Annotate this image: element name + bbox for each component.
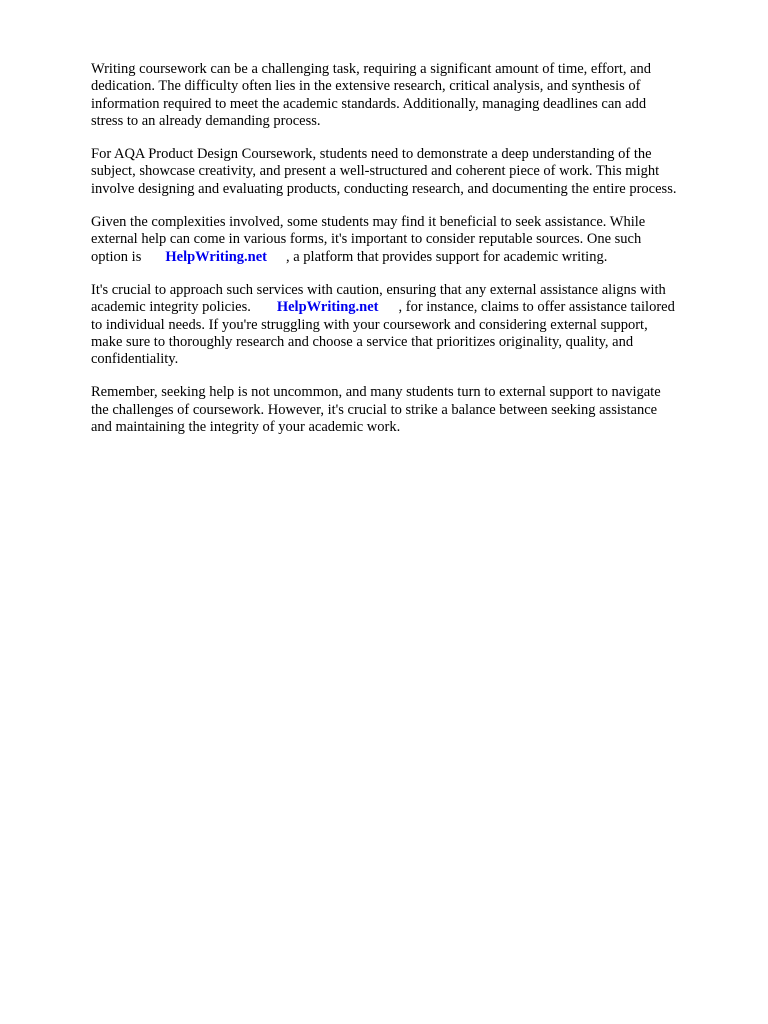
text-line: subject, showcase creativity, and present a well-structured and coherent piece of work. This might (91, 163, 660, 180)
text-line: , for instance, claims to offer assistance tailored (398, 299, 675, 316)
document-page (91, 61, 721, 452)
text-line: academic integrity policies. (91, 299, 251, 316)
text-line: Given the complexities involved, some students may find it beneficial to seek assistance. While (91, 214, 646, 231)
paragraph-aqa (91, 146, 721, 198)
text-line: make sure to thoroughly research and choose a service that prioritizes originality, quality, and (91, 333, 634, 350)
text-line: information required to meet the academic standards. Additionally, managing deadlines can add (91, 95, 647, 112)
helpwriting-link[interactable]: HelpWriting.net (165, 248, 267, 265)
text-line: , a platform that provides support for academic writing. (286, 248, 608, 265)
text-line: the challenges of coursework. However, it's crucial to strike a balance between seeking assistance (91, 401, 658, 418)
text-line: dedication. The difficulty often lies in the extensive research, critical analysis, and synthesis of (91, 78, 641, 95)
text-line: to individual needs. If you're struggling with your coursework and considering external support, (91, 316, 648, 333)
helpwriting-link[interactable]: HelpWriting.net (276, 299, 379, 316)
text-line: stress to an already demanding process. (91, 112, 321, 129)
text-line: Remember, seeking help is not uncommon, and many students turn to external support to navigate (91, 384, 661, 401)
text-line: For AQA Product Design Coursework, students need to demonstrate a deep understanding of the (91, 146, 652, 163)
text-line: It's crucial to approach such services with caution, ensuring that any external assistance aligns with (91, 281, 666, 298)
paragraph-remember (91, 384, 721, 436)
paragraph-caution (91, 282, 721, 368)
paragraph-assistance (91, 214, 721, 266)
text-line: confidentiality. (91, 351, 179, 368)
text-line: external help can come in various forms, it's important to consider reputable sources. One such (91, 231, 642, 248)
text-line: option is (91, 248, 142, 265)
paragraph-intro (91, 61, 721, 130)
text-line: Writing coursework can be a challenging task, requiring a significant amount of time, effort, and (91, 61, 652, 77)
text-line: and maintaining the integrity of your academic work. (91, 419, 401, 436)
text-line: involve designing and evaluating products, conducting research, and documenting the entire process. (91, 180, 677, 197)
